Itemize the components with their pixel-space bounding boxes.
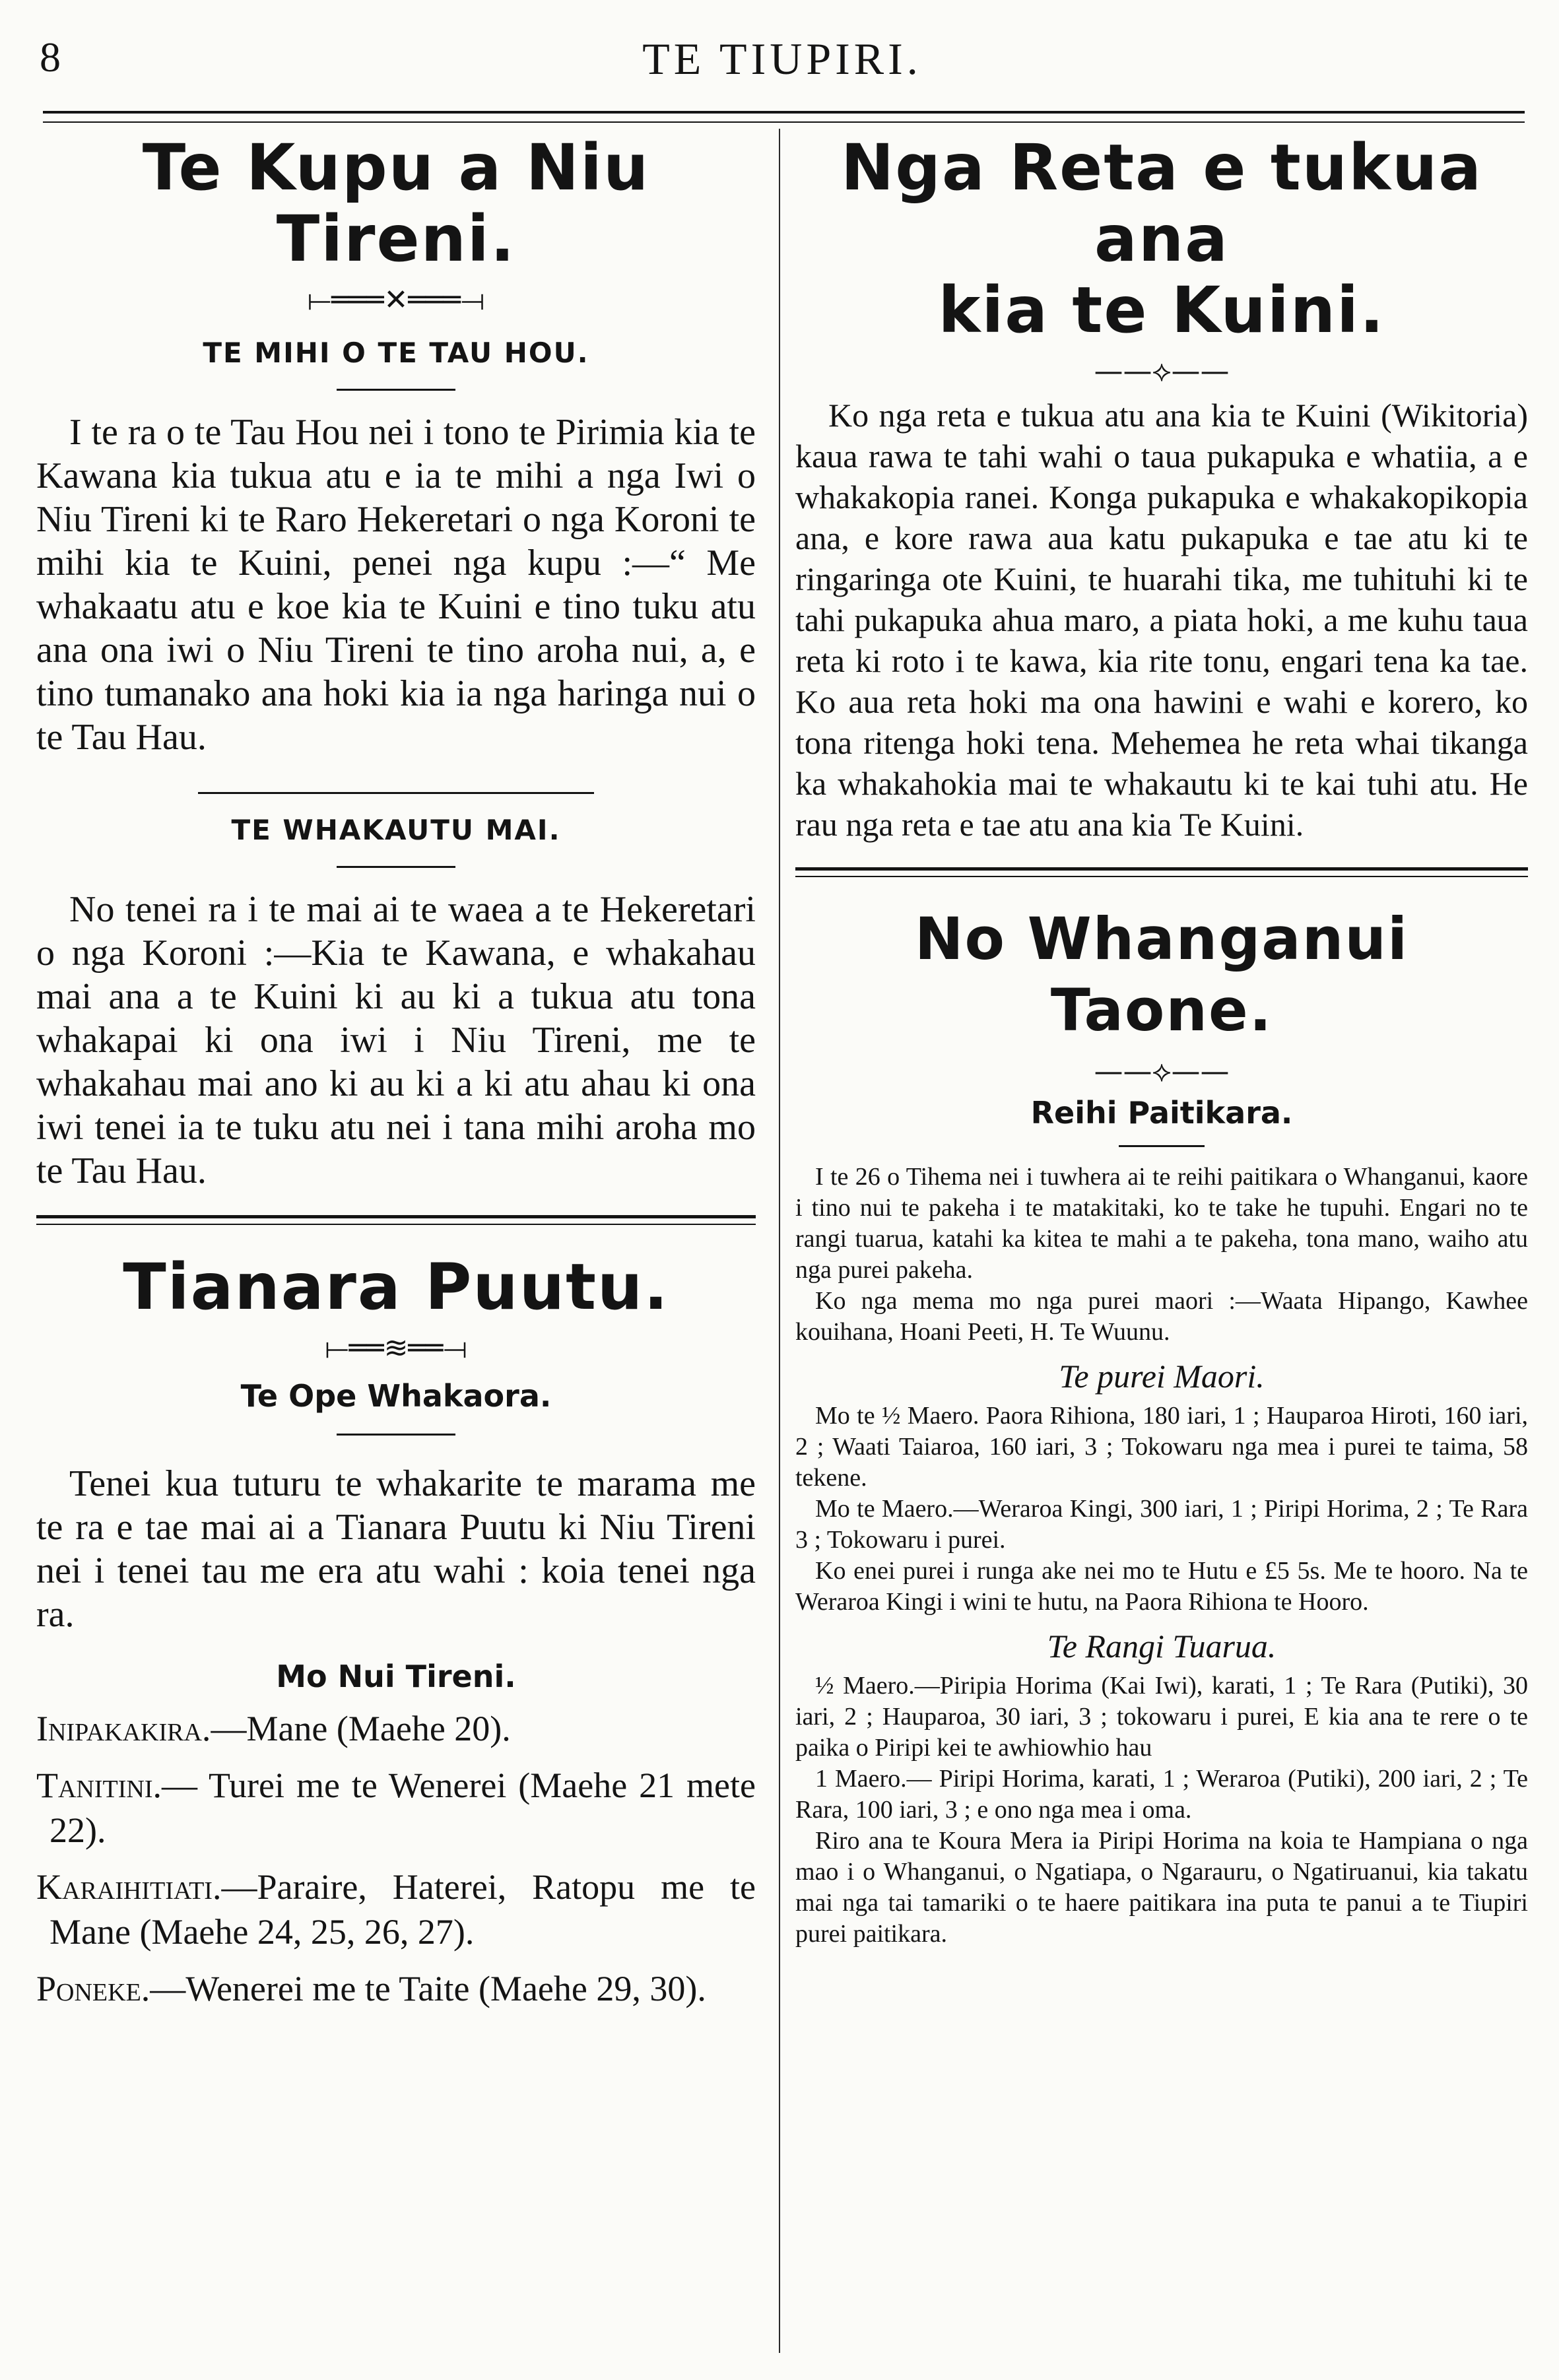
paragraph-puutu: Tenei kua tuturu te whakarite te marama me te ra e tae mai ai a Tianara Puutu ki Niu Tireni nei i tenei tau me era atu wahi : koia tenei nga ra. [36,1463,756,1635]
article-title-kupu: Te Kupu a Niu Tireni. [142,131,650,276]
subheading-nui-tireni: Mo Nui Tireni. [276,1659,516,1694]
schedule-text: —Mane (Maehe 20). [211,1709,511,1748]
paragraph-reihi-7: 1 Maero.— Piripi Horima, karati, 1 ; Weraroa (Putiki), 200 iari, 2 ; Te Rara, 100 iari, 3 ; e ono nga mea i oma. [795,1765,1528,1824]
section-rule [198,792,594,794]
short-rule [1119,1145,1205,1147]
paragraph-reihi-4: Mo te Maero.—Weraroa Kingi, 300 iari, 1 ; Piripi Horima, 2 ; Te Rara 3 ; Tokowaru i purei. [795,1495,1528,1554]
paragraph-whakautu: No tenei ra i te mai ai te waea a te Hekeretari o nga Koroni :—Kia te Kawana, e whakahau mai ana a te Kuini ki au ki a tukua atu tona whakapai ki ona iwi i Niu Tireni, me te whakahau mai ano ki au ki a ki atu ahau ki ona iwi tenei ia te tuku atu nei i tana mihi aroha mo te Tau Hau. [36,889,756,1191]
right-column [795,132,1528,1950]
title-line-1: Nga Reta e tukua ana [840,131,1483,276]
article-title-puutu: Tianara Puutu. [123,1250,669,1324]
subheading-ope: Te Ope Whakaora. [240,1378,552,1414]
paragraph-reihi-5: Ko enei purei i runga ake nei mo te Hutu e £5 5s. Me te hooro. Na te Weraroa Kingi i wini te hutu, na Paora Rihiona te Hooro. [795,1557,1528,1616]
running-title: TE TIUPIRI. [642,34,922,84]
schedule-item [36,1966,756,2011]
heavy-rule [795,867,1528,877]
schedule-place: Inipakakira. [36,1709,211,1748]
schedule-item [36,1763,756,1853]
paragraph-reihi-3: Mo te ½ Maero. Paora Rihiona, 180 iari, 1 ; Hauparoa Hiroti, 160 iari, 2 ; Waati Taiaroa, 160 iari, 3 ; Tokowaru nga mea i purei te taima, 58 tekene. [795,1402,1528,1492]
subheading-reihi: Reihi Paitikara. [1030,1095,1293,1131]
ornament-divider: ——⟡—— [1094,354,1230,388]
schedule-place: Poneke. [36,1969,150,2008]
schedule-place: Karaihitiati. [36,1867,222,1907]
schedule-item [36,1865,756,1954]
schedule-item [36,1706,756,1751]
short-rule [337,866,455,868]
short-rule [337,389,455,391]
subheading-purei-maori: Te purei Maori. [1059,1358,1265,1395]
ornament-divider: ——⟡—— [1094,1055,1230,1088]
article-title-whanganui: No Whanganui Taone. [914,905,1409,1044]
short-rule [337,1434,455,1436]
article-title-reta [795,132,1528,346]
page-header [40,26,1525,86]
paragraph-reihi-2: Ko nga mema mo nga purei maori :—Waata Hipango, Kawhee kouihana, Hoani Peeti, H. Te Wuunu. [795,1287,1528,1346]
column-divider [779,129,780,2353]
paragraph-mihi: I te ra o te Tau Hou nei i tono te Pirimia kia te Kawana kia tukua atu e ia te mihi a nga Iwi o Niu Tireni ki te Raro Hekeretari o nga Koroni te mihi kia te Kuini, penei nga kupu :—“ Me whakaatu atu e koe kia te Kuini e tino tuku atu ana ona iwi o Niu Tireni te tino aroha nui, a, e tino tumanako ana hoki kia ia nga haringa nui o te Tau Hau. [36,412,756,758]
subheading-whakautu: TE WHAKAUTU MAI. [231,814,561,846]
schedule-text: — Turei me te Wenerei (Maehe 21 mete 22). [50,1766,756,1850]
schedule-place: Tanitini. [36,1766,162,1805]
schedule-list [36,1706,756,2011]
title-line-2: kia te Kuini. [938,273,1385,347]
schedule-text: —Paraire, Haterei, Ratopu me te Mane (Maehe 24, 25, 26, 27). [50,1867,756,1952]
subheading-mihi: TE MIHI O TE TAU HOU. [203,337,589,369]
schedule-text: —Wenerei me te Taite (Maehe 29, 30). [150,1969,706,2008]
left-column [36,132,756,2011]
heavy-rule [36,1215,756,1225]
paragraph-reta: Ko nga reta e tukua atu ana kia te Kuini (Wikitoria) kaua rawa te tahi wahi o taua pukapuka e whatiia, a e whakakopia ranei. Konga pukapuka e whakakopikopia ana, e kore rawa aua katu pukapuka e tae atu ki te ringaringa ote Kuini, te huarahi tika, me tuhituhi ki te tahi pukapuka ahua maro, a piata hoki, a me kuhu taua reta ki roto i te kawa, kia rite tonu, engari tena ka tae. Ko aua reta hoki ma ona hawini e wahi e korero, ko tona ritenga hoki tena. Mehemea he reta whai tikanga ka whakahokia mai te whakautu ki te kai tuhi atu. He rau nga reta e tae atu ana kia Te Kuini. [795,397,1528,843]
ornament-divider: ⟝══≋══⟞ [325,1331,467,1365]
paragraph-reihi-6: ½ Maero.—Piripia Horima (Kai Iwi), karati, 1 ; Te Rara (Putiki), 30 iari, 2 ; Hauparoa, 30 iari, 3 ; tokowaru i purei, E kia ana te rere o te paika o Piripi kei te awhiowhio hau [795,1672,1528,1762]
header-rule [43,111,1525,123]
ornament-divider: ⟝═══✕═══⟞ [307,283,485,317]
subheading-rangi-tuarua: Te Rangi Tuarua. [1047,1628,1277,1665]
page-number: 8 [40,34,61,81]
paragraph-reihi-1: I te 26 o Tihema nei i tuwhera ai te reihi paitikara o Whanganui, kaore i tino nui te pakeha i te matakitaki, ko te take he tupuhi. Engari no te rangi tuarua, katahi ka kitea te mahi a te pakeha, tona mano, waiho atu nga purei pakeha. [795,1163,1528,1284]
paragraph-reihi-8: Riro ana te Koura Mera ia Piripi Horima na koia te Hampiana o nga mao i o Whanganui, o Ngatiapa, o Ngarauru, o Ngatiruanui, kia takatu mai nga tai tamariki o te haere paitikara ina puta te panui a te Tiupiri purei paitikara. [795,1827,1528,1948]
